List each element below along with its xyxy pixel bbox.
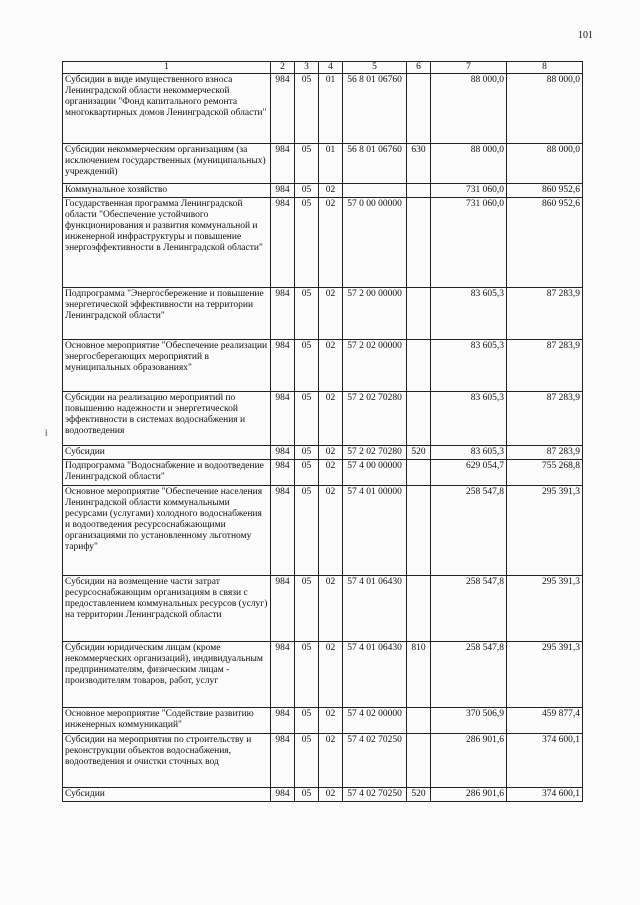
target-article-cell: 57 4 02 00000 [343,708,407,734]
amount-year1-cell: 83 605,3 [431,288,507,340]
amount-year1-cell: 83 605,3 [431,392,507,446]
target-article-cell: 57 4 02 70250 [343,788,407,802]
table-row [63,788,583,802]
target-article-cell: 57 4 02 70250 [343,734,407,788]
row-name-cell: Субсидии юридическим лицам (кроме некоммерческих организаций), индивидуальным предпринимателям, физическим лицам - производителям товаров, работ, услуг [63,642,271,708]
amount-year2-cell: 87 283,9 [507,340,583,392]
amount-year2-cell: 860 952,6 [507,198,583,288]
table-row [63,734,583,788]
table-row [63,288,583,340]
row-name-cell: Субсидии на мероприятия по строительству и реконструкции объектов водоснабжения, водоотведения и очистки сточных вод [63,734,271,788]
section-cell: 05 [295,734,319,788]
table-row [63,144,583,184]
target-article-cell: 56 8 01 06760 [343,144,407,184]
expense-type-cell: 810 [407,642,431,708]
table-row [63,74,583,144]
amount-year1-cell: 731 060,0 [431,184,507,198]
gov-code-cell: 984 [271,144,295,184]
amount-year1-cell: 286 901,6 [431,734,507,788]
table-row [63,446,583,460]
expense-type-cell [407,198,431,288]
subsection-cell: 02 [319,642,343,708]
subsection-cell: 02 [319,460,343,486]
amount-year2-cell: 295 391,3 [507,642,583,708]
amount-year2-cell: 755 268,8 [507,460,583,486]
expense-type-cell [407,734,431,788]
header-cell: 8 [507,62,583,74]
amount-year1-cell: 258 547,8 [431,486,507,576]
expense-type-cell [407,340,431,392]
section-cell: 05 [295,446,319,460]
section-cell: 05 [295,460,319,486]
section-cell: 05 [295,340,319,392]
amount-year2-cell: 374 600,1 [507,734,583,788]
subsection-cell: 02 [319,486,343,576]
gov-code-cell: 984 [271,340,295,392]
amount-year2-cell: 88 000,0 [507,74,583,144]
amount-year1-cell: 258 547,8 [431,642,507,708]
row-name-cell: Субсидии в виде имущественного взноса Ленинградской области некоммерческой организации "Фонд капитального ремонта многоквартирных домов Ленинградской области" [63,74,271,144]
amount-year1-cell: 258 547,8 [431,576,507,642]
section-cell: 05 [295,642,319,708]
row-name-cell: Государственная программа Ленинградской области "Обеспечение устойчивого функционирования и развития коммунальной и инженерной инфраструктуры и повышение энергоэффективности в Ленинградской области" [63,198,271,288]
gov-code-cell: 984 [271,708,295,734]
amount-year2-cell: 860 952,6 [507,184,583,198]
header-cell: 5 [343,62,407,74]
row-name-cell: Основное мероприятие "Обеспечение реализации энергосберегающих мероприятий в муниципальных образованиях" [63,340,271,392]
header-cell: 6 [407,62,431,74]
expense-type-cell [407,288,431,340]
amount-year1-cell: 629 054,7 [431,460,507,486]
target-article-cell: 57 2 02 70280 [343,446,407,460]
budget-table [62,61,583,802]
subsection-cell: 01 [319,144,343,184]
row-name-cell: Основное мероприятие "Содействие развитию инженерных коммуникаций" [63,708,271,734]
amount-year2-cell: 295 391,3 [507,486,583,576]
amount-year2-cell: 87 283,9 [507,392,583,446]
gov-code-cell: 984 [271,486,295,576]
section-cell: 05 [295,198,319,288]
table-row [63,486,583,576]
subsection-cell: 02 [319,576,343,642]
section-cell: 05 [295,74,319,144]
section-cell: 05 [295,576,319,642]
amount-year2-cell: 87 283,9 [507,288,583,340]
subsection-cell: 02 [319,392,343,446]
header-cell: 1 [63,62,271,74]
row-name-cell: Субсидии [63,788,271,802]
row-name-cell: Коммунальное хозяйство [63,184,271,198]
expense-type-cell [407,576,431,642]
budget-table-body [63,62,583,802]
subsection-cell: 02 [319,340,343,392]
target-article-cell: 57 0 00 00000 [343,198,407,288]
gov-code-cell: 984 [271,460,295,486]
table-row [63,460,583,486]
target-article-cell: 57 4 01 00000 [343,486,407,576]
expense-type-cell: 630 [407,144,431,184]
section-cell: 05 [295,288,319,340]
expense-type-cell [407,460,431,486]
target-article-cell: 57 2 02 70280 [343,392,407,446]
section-cell: 05 [295,392,319,446]
amount-year1-cell: 88 000,0 [431,74,507,144]
amount-year2-cell: 295 391,3 [507,576,583,642]
gov-code-cell: 984 [271,446,295,460]
expense-type-cell: 520 [407,788,431,802]
table-row [63,642,583,708]
row-name-cell: Субсидии некоммерческим организациям (за исключением государственных (муниципальных) учреждений) [63,144,271,184]
amount-year1-cell: 370 506,9 [431,708,507,734]
row-name-cell: Подпрограмма "Энергосбережение и повышение энергетической эффективности на территории Ленинградской области" [63,288,271,340]
section-cell: 05 [295,788,319,802]
table-row [63,340,583,392]
gov-code-cell: 984 [271,734,295,788]
header-cell: 2 [271,62,295,74]
table-row [63,392,583,446]
target-article-cell: 57 4 00 00000 [343,460,407,486]
amount-year1-cell: 731 060,0 [431,198,507,288]
gov-code-cell: 984 [271,74,295,144]
row-name-cell: Субсидии на возмещение части затрат ресурсоснабжающим организациям в связи с предоставлением коммунальных ресурсов (услуг) на территории Ленинградской области [63,576,271,642]
target-article-cell: 57 4 01 06430 [343,642,407,708]
expense-type-cell [407,392,431,446]
page-number: 101 [578,30,593,41]
gov-code-cell: 984 [271,288,295,340]
target-article-cell: 57 4 01 06430 [343,576,407,642]
row-name-cell: Подпрограмма "Водоснабжение и водоотведение Ленинградской области" [63,460,271,486]
subsection-cell: 01 [319,74,343,144]
header-cell: 3 [295,62,319,74]
gov-code-cell: 984 [271,788,295,802]
target-article-cell: 56 8 01 06760 [343,74,407,144]
expense-type-cell [407,184,431,198]
amount-year1-cell: 88 000,0 [431,144,507,184]
subsection-cell: 02 [319,198,343,288]
subsection-cell: 02 [319,288,343,340]
table-row [63,708,583,734]
gov-code-cell: 984 [271,576,295,642]
gov-code-cell: 984 [271,392,295,446]
section-cell: 05 [295,486,319,576]
subsection-cell: 02 [319,708,343,734]
amount-year1-cell: 83 605,3 [431,340,507,392]
amount-year2-cell: 88 000,0 [507,144,583,184]
target-article-cell: 57 2 02 00000 [343,340,407,392]
expense-type-cell [407,708,431,734]
table-header-row [63,62,583,74]
gov-code-cell: 984 [271,642,295,708]
row-name-cell: Субсидии на реализацию мероприятий по повышению надежности и энергетической эффективности в системах водоснабжения и водоотведения [63,392,271,446]
subsection-cell: 02 [319,184,343,198]
header-cell: 7 [431,62,507,74]
amount-year1-cell: 286 901,6 [431,788,507,802]
table-row [63,576,583,642]
amount-year1-cell: 83 605,3 [431,446,507,460]
section-cell: 05 [295,144,319,184]
section-cell: 05 [295,184,319,198]
amount-year2-cell: 459 877,4 [507,708,583,734]
target-article-cell: 57 2 00 00000 [343,288,407,340]
gov-code-cell: 984 [271,198,295,288]
expense-type-cell: 520 [407,446,431,460]
section-cell: 05 [295,708,319,734]
row-name-cell: Основное мероприятие "Обеспечение населения Ленинградской области коммунальными ресурсами (услугами) холодного водоснабжения и водоотведения ресурсоснабжающими организациями по установленному льготному тарифу" [63,486,271,576]
subsection-cell: 02 [319,446,343,460]
subsection-cell: 02 [319,788,343,802]
amount-year2-cell: 374 600,1 [507,788,583,802]
table-row [63,184,583,198]
subsection-cell: 02 [319,734,343,788]
gov-code-cell: 984 [271,184,295,198]
row-name-cell: Субсидии [63,446,271,460]
amount-year2-cell: 87 283,9 [507,446,583,460]
header-cell: 4 [319,62,343,74]
table-row [63,198,583,288]
stray-mark: ⱡ [45,428,48,438]
target-article-cell [343,184,407,198]
expense-type-cell [407,74,431,144]
expense-type-cell [407,486,431,576]
